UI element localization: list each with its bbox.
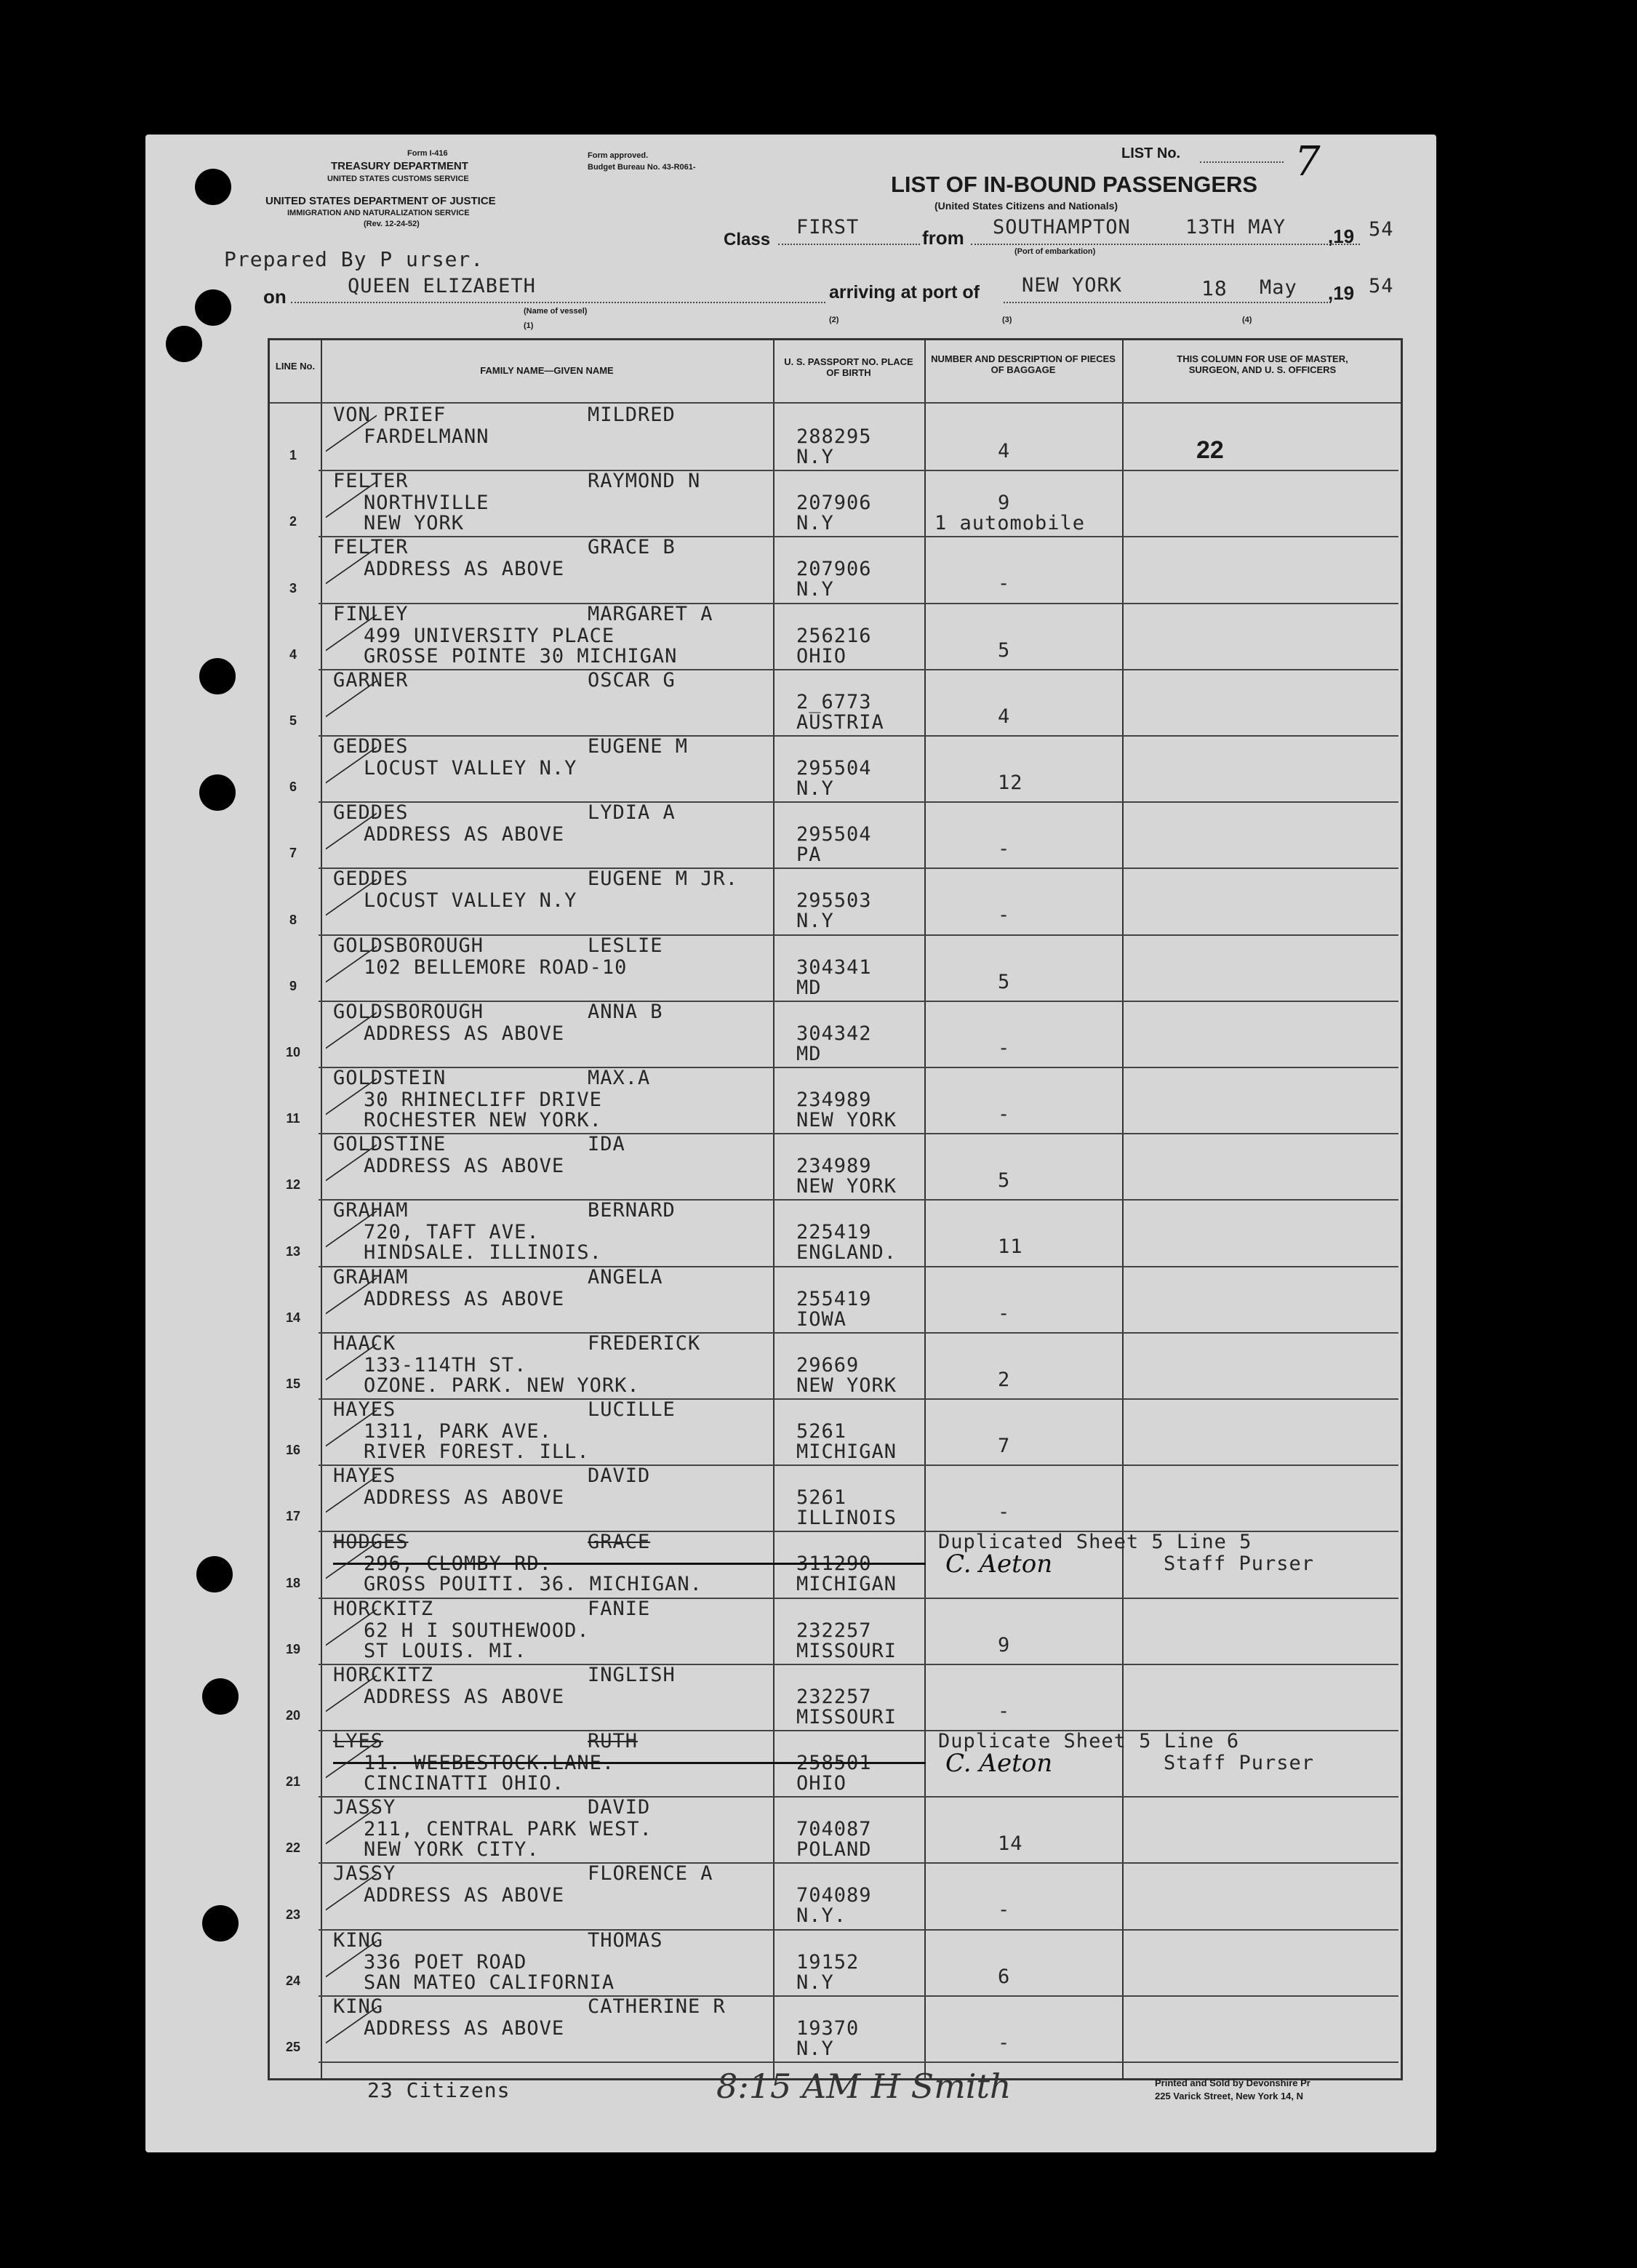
passport-number: 258501 — [796, 1752, 872, 1774]
place-of-birth: MISSOURI — [796, 1639, 897, 1662]
purser-signature: C. Aeton — [945, 1550, 1053, 1579]
vessel-line — [291, 302, 825, 303]
punch-hole — [166, 326, 202, 362]
row-divider — [319, 867, 1398, 869]
given-name: INGLISH — [588, 1663, 676, 1686]
arrival-line — [1004, 302, 1331, 303]
address-line-1: LOCUST VALLEY N.Y — [364, 757, 577, 780]
col-divider — [924, 340, 926, 2078]
prepared-by: Prepared By P urser. — [224, 247, 484, 271]
baggage-count: - — [998, 1699, 1011, 1723]
family-name: FELTER — [333, 536, 409, 559]
passport-number: 295504 — [796, 757, 872, 780]
baggage-count: 6 — [998, 1965, 1011, 1988]
family-name: HODGES — [333, 1531, 409, 1554]
line-number: 5 — [289, 713, 297, 728]
address-line-1: 336 POET ROAD — [364, 1950, 527, 1974]
embark-year-prefix: ,19 — [1328, 225, 1355, 247]
passport-number: 5261 — [796, 1486, 847, 1510]
baggage-count: 14 — [998, 1832, 1023, 1856]
row-divider — [319, 669, 1398, 670]
address-line-1: 30 RHINECLIFF DRIVE — [364, 1089, 602, 1111]
family-name: FELTER — [333, 470, 409, 493]
col-divider — [1122, 340, 1124, 2078]
passport-number: 207906 — [796, 492, 872, 515]
row-divider — [319, 1862, 1398, 1864]
duplicate-note: Duplicate Sheet 5 Line 6 — [938, 1730, 1240, 1752]
citizens-count: 23 Citizens — [367, 2078, 511, 2102]
family-name: JASSY — [333, 1862, 396, 1886]
given-name: ANNA B — [588, 1000, 663, 1023]
baggage-count: 12 — [998, 772, 1023, 794]
passport-number: 256216 — [796, 624, 872, 647]
family-name: HAYES — [333, 1464, 396, 1488]
col-num-4: (4) — [1242, 316, 1252, 324]
address-line-1: ADDRESS AS ABOVE — [364, 1685, 565, 1708]
address-line-1: 296, CLOMBY RD. — [364, 1552, 552, 1576]
place-of-birth: MD — [796, 1042, 822, 1065]
given-name: DAVID — [588, 1796, 651, 1819]
line-number: 23 — [285, 1907, 301, 1922]
punch-hole — [199, 774, 236, 811]
line-number: 14 — [285, 1310, 301, 1325]
duplicate-note: Duplicated Sheet 5 Line 5 — [938, 1531, 1252, 1554]
baggage-count: - — [998, 572, 1011, 596]
given-name: FANIE — [588, 1597, 651, 1620]
place-of-birth: NEW YORK — [796, 1109, 897, 1131]
family-name: VON PRIEF — [333, 404, 447, 426]
place-of-birth: N.Y — [796, 446, 834, 468]
passport-number: 704087 — [796, 1818, 872, 1841]
address-line-1: 62 H I SOUTHEWOOD. — [364, 1619, 590, 1642]
list-no-value: 7 — [1294, 138, 1321, 185]
given-name: RAYMOND N — [588, 470, 701, 493]
family-name: GOLDSTEIN — [333, 1067, 447, 1089]
address-line-1: FARDELMANN — [364, 425, 489, 448]
passport-number: 234989 — [796, 1089, 872, 1111]
row-divider — [319, 801, 1398, 803]
baggage-count: 7 — [998, 1435, 1011, 1457]
row-divider — [319, 470, 1398, 471]
address-line-1: ADDRESS AS ABOVE — [364, 1486, 565, 1510]
given-name: EUGENE M — [588, 735, 689, 758]
address-line-1: ADDRESS AS ABOVE — [364, 1287, 565, 1310]
family-name: GOLDSBOROUGH — [333, 1000, 484, 1023]
address-line-2: CINCINATTI OHIO. — [364, 1772, 565, 1795]
passport-number: 232257 — [796, 1685, 872, 1708]
embark-year: 54 — [1369, 218, 1394, 241]
line-number: 7 — [289, 846, 297, 861]
passport-number: 295504 — [796, 823, 872, 846]
col-header-name: FAMILY NAME—GIVEN NAME — [480, 365, 614, 376]
line-number: 4 — [289, 646, 297, 662]
arriving-label: arriving at port of — [829, 282, 980, 302]
punch-hole — [196, 1556, 233, 1592]
address-line-2: ROCHESTER NEW YORK. — [364, 1109, 602, 1131]
customs-service: UNITED STATES CUSTOMS SERVICE — [327, 175, 469, 183]
given-name: RUTH — [588, 1730, 639, 1752]
line-number: 17 — [285, 1509, 301, 1524]
class-value: FIRST — [796, 216, 860, 239]
list-no-label: LIST No. — [1121, 145, 1181, 161]
line-number: 21 — [285, 1774, 301, 1790]
address-line-1: 11. WEEBESTOCK.LANE. — [364, 1752, 615, 1774]
col-divider — [773, 340, 775, 2078]
family-name: FINLEY — [333, 602, 409, 625]
address-line-2: GROSSE POINTE 30 MICHIGAN — [364, 644, 678, 668]
address-line-1: ADDRESS AS ABOVE — [364, 558, 565, 581]
punch-hole — [202, 1678, 239, 1715]
line-number: 18 — [285, 1575, 301, 1590]
passport-number: 311290 — [796, 1552, 872, 1576]
row-divider — [319, 1398, 1398, 1400]
row-divider — [319, 1598, 1398, 1599]
line-number: 1 — [289, 448, 297, 463]
family-name: HAYES — [333, 1398, 396, 1421]
address-line-1: ADDRESS AS ABOVE — [364, 2016, 565, 2040]
punch-hole — [202, 1905, 239, 1942]
family-name: GOLDSBOROUGH — [333, 934, 484, 957]
baggage-count: - — [998, 1302, 1011, 1325]
place-of-birth: MICHIGAN — [796, 1573, 897, 1596]
punch-hole — [195, 169, 231, 205]
punch-hole — [195, 289, 231, 326]
baggage-count: - — [998, 838, 1011, 861]
from-line — [971, 244, 1360, 245]
printer-credit-2: 225 Varick Street, New York 14, N — [1155, 2091, 1304, 2101]
address-line-2: GROSS POUITI. 36. MICHIGAN. — [364, 1573, 703, 1596]
address-line-1: ADDRESS AS ABOVE — [364, 823, 565, 846]
row-divider — [319, 1067, 1398, 1068]
arrival-year-prefix: ,19 — [1328, 282, 1355, 304]
row-divider — [319, 1664, 1398, 1665]
passport-number: 304342 — [796, 1022, 872, 1045]
given-name: ANGELA — [588, 1265, 663, 1289]
line-number: 2 — [289, 514, 297, 529]
treasury-department: TREASURY DEPARTMENT — [331, 160, 468, 172]
family-name: GARNER — [333, 668, 409, 692]
line-number: 22 — [285, 1840, 301, 1856]
baggage-count: - — [998, 1899, 1011, 1922]
arrival-day: 18 — [1201, 276, 1228, 300]
place-of-birth: OHIO — [796, 644, 847, 668]
family-name: GEDDES — [333, 735, 409, 758]
line-number: 24 — [285, 1973, 301, 1988]
line-number: 16 — [285, 1443, 301, 1458]
baggage-count: 9 — [998, 492, 1011, 515]
strike-line — [333, 1563, 926, 1565]
immigration-service: IMMIGRATION AND NATURALIZATION SERVICE — [287, 209, 470, 217]
class-line — [778, 244, 920, 245]
baggage-count: - — [998, 1036, 1011, 1059]
row-divider — [319, 2061, 1398, 2063]
place-of-birth: MD — [796, 976, 822, 999]
vessel-note: (Name of vessel) — [524, 307, 588, 316]
arrival-year: 54 — [1369, 275, 1394, 297]
place-of-birth: N.Y — [796, 910, 834, 933]
purser-signature: C. Aeton — [945, 1749, 1053, 1778]
line-number: 20 — [285, 1708, 301, 1723]
class-label: Class — [724, 230, 771, 249]
given-name: MARGARET A — [588, 602, 713, 625]
baggage-count: 11 — [998, 1235, 1023, 1259]
baggage-description: 1 automobile — [934, 512, 1086, 535]
passport-number: 19370 — [796, 2016, 860, 2040]
family-name: JASSY — [333, 1796, 396, 1819]
line-number: 6 — [289, 780, 297, 795]
address-line-1: 1311, PARK AVE. — [364, 1420, 552, 1443]
address-line-1: NORTHVILLE — [364, 492, 489, 515]
col-header-officers: THIS COLUMN FOR USE OF MASTER, SURGEON, AND U. S. OFFICERS — [1177, 353, 1348, 375]
place-of-birth: OHIO — [796, 1772, 847, 1795]
given-name: OSCAR G — [588, 668, 676, 692]
baggage-count: 5 — [998, 638, 1011, 662]
row-divider — [319, 735, 1398, 737]
passport-number: 288295 — [796, 425, 872, 448]
place-of-birth: N.Y — [796, 1971, 834, 1994]
on-label: on — [263, 286, 287, 308]
baggage-count: - — [998, 904, 1011, 927]
officer-mark: 22 — [1196, 436, 1224, 464]
passport-number: 207906 — [796, 558, 872, 581]
passport-number: 2_6773 — [796, 690, 872, 713]
given-name: MAX.A — [588, 1067, 651, 1089]
place-of-birth: AUSTRIA — [796, 710, 884, 734]
given-name: FREDERICK — [588, 1331, 701, 1355]
line-number: 19 — [285, 1641, 301, 1656]
row-divider — [319, 1133, 1398, 1134]
address-line-2: OZONE. PARK. NEW YORK. — [364, 1374, 640, 1397]
place-of-birth: ENGLAND. — [796, 1241, 897, 1265]
baggage-count: 9 — [998, 1633, 1011, 1656]
staff-purser-label: Staff Purser — [1164, 1752, 1315, 1774]
revision-date: (Rev. 12-24-52) — [364, 220, 420, 228]
place-of-birth: NEW YORK — [796, 1374, 897, 1397]
line-number: 3 — [289, 580, 297, 596]
place-of-birth: N.Y — [796, 578, 834, 601]
family-name: GEDDES — [333, 867, 409, 891]
baggage-count: 2 — [998, 1368, 1011, 1391]
given-name: BERNARD — [588, 1199, 676, 1222]
form-approved: Form approved. — [588, 151, 649, 160]
row-divider — [319, 1796, 1398, 1798]
address-line-1: ADDRESS AS ABOVE — [364, 1884, 565, 1907]
given-name: GRACE — [588, 1531, 651, 1554]
row-divider — [319, 1464, 1398, 1466]
address-line-1: 133-114TH ST. — [364, 1353, 527, 1377]
address-line-2: NEW YORK CITY. — [364, 1838, 540, 1862]
vessel-name: QUEEN ELIZABETH — [348, 275, 536, 297]
address-line-1: 211, CENTRAL PARK WEST. — [364, 1818, 652, 1841]
line-number: 9 — [289, 978, 297, 993]
place-of-birth: MISSOURI — [796, 1705, 897, 1728]
place-of-birth: ILLINOIS — [796, 1507, 897, 1530]
row-divider — [319, 1266, 1398, 1267]
col-divider — [321, 340, 322, 2078]
family-name: KING — [333, 1928, 384, 1952]
passport-number: 255419 — [796, 1287, 872, 1310]
passport-number: 29669 — [796, 1353, 860, 1377]
given-name: DAVID — [588, 1464, 651, 1488]
address-line-1: ADDRESS AS ABOVE — [364, 1022, 565, 1045]
address-line-1: 102 BELLEMORE ROAD-10 — [364, 955, 628, 979]
family-name: LYES — [333, 1730, 384, 1752]
address-line-1: LOCUST VALLEY N.Y — [364, 889, 577, 913]
family-name: GRAHAM — [333, 1199, 409, 1222]
baggage-count: - — [998, 1501, 1011, 1524]
from-label: from — [922, 227, 964, 249]
line-number: 12 — [285, 1177, 301, 1193]
row-divider — [319, 1929, 1398, 1931]
address-line-1: 720, TAFT AVE. — [364, 1221, 540, 1244]
line-number: 13 — [285, 1243, 301, 1259]
address-line-2: RIVER FOREST. ILL. — [364, 1440, 590, 1463]
passport-number: 304341 — [796, 955, 872, 979]
family-name: KING — [333, 1995, 384, 2018]
passport-number: 225419 — [796, 1221, 872, 1244]
row-divider — [319, 1332, 1398, 1334]
place-of-birth: N.Y — [796, 2037, 834, 2060]
line-number: 25 — [285, 2040, 301, 2054]
given-name: LESLIE — [588, 934, 663, 957]
baggage-count: - — [998, 1103, 1011, 1126]
arrival-port: NEW YORK — [1022, 274, 1123, 297]
budget-bureau: Budget Bureau No. 43-R061- — [588, 163, 696, 172]
given-name: IDA — [588, 1133, 625, 1156]
baggage-count: - — [998, 2031, 1011, 2054]
place-of-birth: IOWA — [796, 1307, 847, 1331]
address-line-2: ST LOUIS. MI. — [364, 1639, 527, 1662]
given-name: MILDRED — [588, 404, 676, 426]
port-embark-note: (Port of embarkation) — [1014, 247, 1096, 256]
family-name: HORCKITZ — [333, 1597, 434, 1620]
strike-line — [333, 1762, 926, 1764]
row-divider — [319, 603, 1398, 604]
given-name: GRACE B — [588, 536, 676, 559]
col-header-line: LINE No. — [275, 361, 316, 372]
address-line-2: NEW YORK — [364, 512, 465, 535]
row-divider — [319, 1199, 1398, 1201]
family-name: HORCKITZ — [333, 1663, 434, 1686]
page-title: LIST OF IN-BOUND PASSENGERS — [891, 172, 1258, 197]
punch-hole — [199, 658, 236, 694]
justice-department: UNITED STATES DEPARTMENT OF JUSTICE — [265, 195, 496, 207]
passport-number: 295503 — [796, 889, 872, 913]
col-header-baggage: NUMBER AND DESCRIPTION OF PIECES OF BAGGAGE — [931, 353, 1116, 375]
place-of-birth: N.Y. — [796, 1904, 847, 1928]
passport-number: 704089 — [796, 1884, 872, 1907]
given-name: CATHERINE R — [588, 1995, 726, 2018]
baggage-count: 5 — [998, 970, 1011, 993]
given-name: THOMAS — [588, 1928, 663, 1952]
family-name: GOLDSTINE — [333, 1133, 447, 1156]
baggage-count: 4 — [998, 440, 1011, 462]
passport-number: 232257 — [796, 1619, 872, 1642]
col-num-3: (3) — [1002, 316, 1012, 324]
given-name: LUCILLE — [588, 1398, 676, 1421]
line-number: 10 — [285, 1045, 301, 1059]
family-name: HAACK — [333, 1331, 396, 1355]
passport-number: 19152 — [796, 1950, 860, 1974]
col-num-2: (2) — [829, 316, 839, 324]
given-name: FLORENCE A — [588, 1862, 713, 1886]
place-of-birth: PA — [796, 844, 822, 867]
place-of-birth: N.Y — [796, 512, 834, 535]
place-of-birth: MICHIGAN — [796, 1440, 897, 1463]
form-number: Form I-416 — [407, 149, 448, 158]
line-number: 15 — [285, 1377, 301, 1391]
place-of-birth: N.Y — [796, 777, 834, 800]
row-divider — [319, 536, 1398, 537]
address-line-2: HINDSALE. ILLINOIS. — [364, 1241, 602, 1265]
row-divider — [319, 1995, 1398, 1997]
place-of-birth: POLAND — [796, 1838, 872, 1862]
col-header-passport: U. S. PASSPORT NO. PLACE OF BIRTH — [784, 356, 913, 378]
printer-credit-1: Printed and Sold by Devonshire Pr — [1155, 2077, 1310, 2088]
baggage-count: 5 — [998, 1169, 1011, 1193]
family-name: GRAHAM — [333, 1265, 409, 1289]
list-no-line — [1200, 161, 1284, 163]
staff-purser-label: Staff Purser — [1164, 1552, 1315, 1576]
baggage-count: 4 — [998, 705, 1011, 728]
address-line-1: 499 UNIVERSITY PLACE — [364, 624, 615, 647]
page-subtitle: (United States Citizens and Nationals) — [934, 200, 1118, 212]
given-name: LYDIA A — [588, 801, 676, 825]
col-num-1: (1) — [524, 321, 534, 330]
family-name: GEDDES — [333, 801, 409, 825]
place-of-birth: NEW YORK — [796, 1175, 897, 1198]
handwritten-signature: 8:15 AM H Smith — [716, 2067, 1012, 2106]
passport-number: 234989 — [796, 1155, 872, 1178]
line-number: 8 — [289, 912, 297, 927]
arrival-month: May — [1260, 276, 1297, 299]
line-number: 11 — [286, 1111, 300, 1126]
address-line-2: SAN MATEO CALIFORNIA — [364, 1971, 615, 1994]
given-name: EUGENE M JR. — [588, 867, 739, 891]
passport-number: 5261 — [796, 1420, 847, 1443]
address-line-1: ADDRESS AS ABOVE — [364, 1155, 565, 1178]
embarkation-port: SOUTHAMPTON — [993, 216, 1131, 239]
embarkation-date: 13TH MAY — [1185, 216, 1286, 239]
